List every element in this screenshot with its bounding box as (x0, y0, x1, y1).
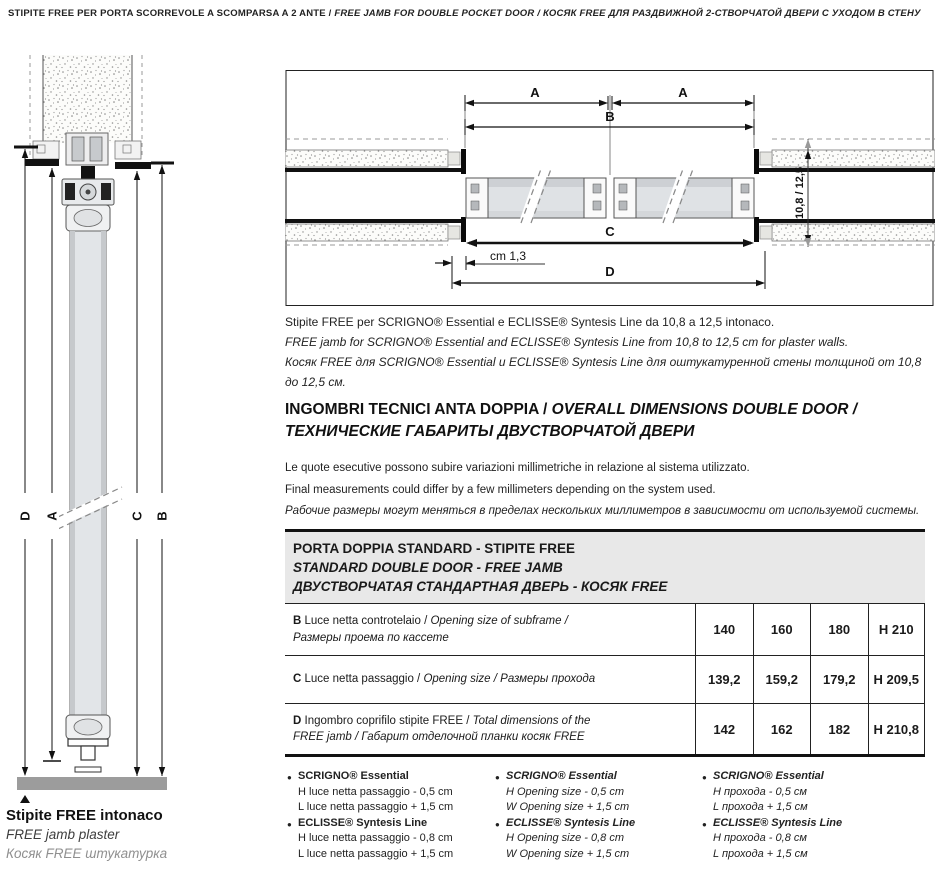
jamb-profile-right (115, 162, 151, 169)
plan-caption (285, 312, 937, 392)
door-panel (58, 231, 122, 715)
footnote-line: H прохода - 0,8 см (713, 832, 807, 844)
footnote-line: L прохода + 1,5 см (713, 801, 808, 813)
footnote-brand: ● ECLISSE® Syntesis Line (702, 816, 908, 832)
footnote-line: H Opening size - 0,8 cm (506, 832, 624, 844)
floor-bar (17, 777, 167, 790)
row-description (285, 704, 695, 754)
row-description (285, 656, 695, 703)
section-caption-ru: Косяк FREE штукатурка (6, 846, 168, 861)
table-header (285, 532, 925, 604)
dim-label-b: B (605, 109, 615, 124)
dim-label-c: C (129, 511, 145, 521)
door-bottom-guide (66, 715, 110, 772)
door-top-cap (62, 179, 114, 231)
cell-value: 160 (753, 604, 811, 655)
table-header-it: PORTA DOPPIA STANDARD - STIPITE FREE (293, 541, 576, 556)
row-key: D (293, 714, 302, 727)
section-title-it: INGOMBRI TECNICI ANTA DOPPIA / (285, 401, 552, 418)
door-panel-right (614, 167, 754, 225)
section-title-en: OVERALL DIMENSIONS DOUBLE DOOR / (551, 401, 858, 418)
cell-value: 179,2 (810, 656, 868, 703)
dim-label-a-left: A (530, 85, 540, 100)
row-key: C (293, 673, 302, 686)
footnote-line: H прохода - 0,5 см (713, 785, 807, 798)
row-text-en: Opening size of subframe / (430, 615, 568, 627)
jamb-profile-left (25, 159, 59, 166)
note-en: Final measurements could differ by a few millimeters depending on the system used. (285, 483, 716, 496)
dim-label-cm13: cm 1,3 (490, 249, 527, 263)
vertical-section-drawing (5, 55, 280, 805)
page-header-line (8, 8, 928, 19)
section-caption-it: Stipite FREE intonaco (6, 807, 163, 824)
footnote-column-en (495, 769, 701, 862)
note-ru: Рабочие размеры могут меняться в пределах нескольких миллиметров в зависимости от используемой системы. (285, 505, 920, 517)
dimensions-table (285, 529, 925, 757)
plan-caption-it: Stipite FREE per SCRIGNO® Essential e ECLISSE® Syntesis Line da 10,8 a 12,5 intonaco. (285, 315, 775, 329)
jamb-right-top (754, 149, 759, 174)
wall-plaster-fill (43, 55, 132, 143)
dim-label-a: A (44, 511, 60, 521)
footnote-line: H luce netta passaggio - 0,5 cm (298, 785, 453, 798)
jamb-left-bottom (461, 217, 466, 242)
footnote-line: W Opening size + 1,5 cm (506, 847, 630, 860)
bullet-icon: ● (702, 819, 707, 829)
row-text-it: Luce netta passaggio / (304, 673, 424, 686)
table-header-ru: ДВУСТВОРЧАТАЯ СТАНДАРТНАЯ ДВЕРЬ - КОСЯК FREE (293, 579, 668, 594)
table-row (285, 604, 925, 656)
row-text-it: Luce netta controtelaio / (304, 615, 431, 627)
footnote-line: L прохода + 1,5 см (713, 847, 808, 860)
cell-value: H 209,5 (868, 656, 926, 703)
jamb-left-top (461, 149, 466, 174)
dim-label-wall-thickness: 10,8 / 12,5 (794, 167, 806, 219)
cell-value: 142 (695, 704, 753, 754)
row-text-it: Ingombro coprifilo stipite FREE / (304, 714, 473, 727)
footnote-brand: ● ECLISSE® Syntesis Line (287, 816, 493, 832)
table-row (285, 656, 925, 704)
section-title (285, 399, 857, 443)
row-text-en: Total dimensions of the (472, 714, 591, 727)
table-header-en: STANDARD DOUBLE DOOR - FREE JAMB (293, 560, 563, 575)
footnote-column-it (287, 769, 493, 862)
bullet-icon: ● (287, 773, 292, 782)
dim-label-a-right: A (678, 85, 688, 100)
section-view-caption (6, 806, 167, 863)
cell-value: H 210,8 (868, 704, 926, 754)
footnote-line: L luce netta passaggio + 1,5 cm (298, 801, 454, 813)
hanger-connector (81, 166, 95, 179)
header-it: STIPITE FREE PER PORTA SCORREVOLE A SCOMPARSA A 2 ANTE / (8, 8, 335, 19)
dim-label-d: D (605, 264, 615, 279)
bullet-icon: ● (495, 773, 500, 782)
bullet-icon: ● (702, 773, 707, 782)
cell-value: 139,2 (695, 656, 753, 703)
cell-value: H 210 (868, 604, 926, 655)
door-panel-left (466, 167, 606, 225)
dim-label-c: C (605, 224, 615, 239)
footnote-brand: ● SCRIGNO® Essential (702, 769, 908, 785)
footnote-line: L luce netta passaggio + 1,5 cm (298, 847, 454, 860)
footnote-brand: ● SCRIGNO® Essential (287, 769, 493, 785)
header-en: FREE JAMB FOR DOUBLE POCKET DOOR / (334, 8, 543, 19)
footnote-line: H luce netta passaggio - 0,8 cm (298, 832, 453, 844)
extension-lines (465, 95, 754, 175)
footnote-line: W Opening size + 1,5 cm (506, 801, 630, 813)
footnote-line: H Opening size - 0,5 cm (506, 785, 624, 798)
plan-section-drawing (285, 55, 935, 310)
caption-marker-triangle (20, 795, 30, 803)
cell-value: 140 (695, 604, 753, 655)
cell-value: 162 (753, 704, 811, 754)
row-text-ru: FREE jamb / Габарит отделочной планки косяк FREE (293, 731, 585, 743)
cell-value: 182 (810, 704, 868, 754)
footnote-brand: ● SCRIGNO® Essential (495, 769, 701, 785)
note-it: Le quote esecutive possono subire variazioni millimetriche in relazione al sistema utilizzato. (285, 462, 750, 474)
jamb-right-bottom (754, 217, 759, 242)
row-text-en: Opening size / Размеры прохода (423, 673, 596, 686)
dim-label-d: D (17, 511, 33, 521)
table-row (285, 704, 925, 757)
dim-label-b: B (154, 511, 170, 521)
notes-block (285, 458, 919, 523)
header-ru: КОСЯК FREE ДЛЯ РАЗДВИЖНОЙ 2-СТВОРЧАТОЙ ДВЕРИ С УХОДОМ В СТЕНУ (542, 8, 921, 19)
bullet-icon: ● (495, 819, 500, 829)
row-key: B (293, 615, 302, 627)
wall-right (754, 139, 935, 245)
wall-left (285, 139, 466, 245)
footnote-column-ru (702, 769, 908, 862)
row-text-ru: Размеры проема по кассете (293, 631, 449, 644)
plan-caption-ru: Косяк FREE для SCRIGNO® Essential и ECLISSE® Syntesis Line для оштукатуренной стены толщиной от 10,8 до 12,5 см. (285, 355, 922, 389)
row-description (285, 604, 695, 655)
section-title-ru: ТЕХНИЧЕСКИЕ ГАБАРИТЫ ДВУСТВОРЧАТОЙ ДВЕРИ (285, 423, 695, 440)
footnote-brand: ● ECLISSE® Syntesis Line (495, 816, 701, 832)
section-caption-en: FREE jamb plaster (6, 827, 120, 842)
cell-value: 180 (810, 604, 868, 655)
cell-value: 159,2 (753, 656, 811, 703)
plan-caption-en: FREE jamb for SCRIGNO® Essential and ECLISSE® Syntesis Line from 10,8 to 12,5 cm for plaster walls. (285, 335, 849, 349)
bullet-icon: ● (287, 819, 292, 829)
dimension-c (466, 239, 754, 247)
